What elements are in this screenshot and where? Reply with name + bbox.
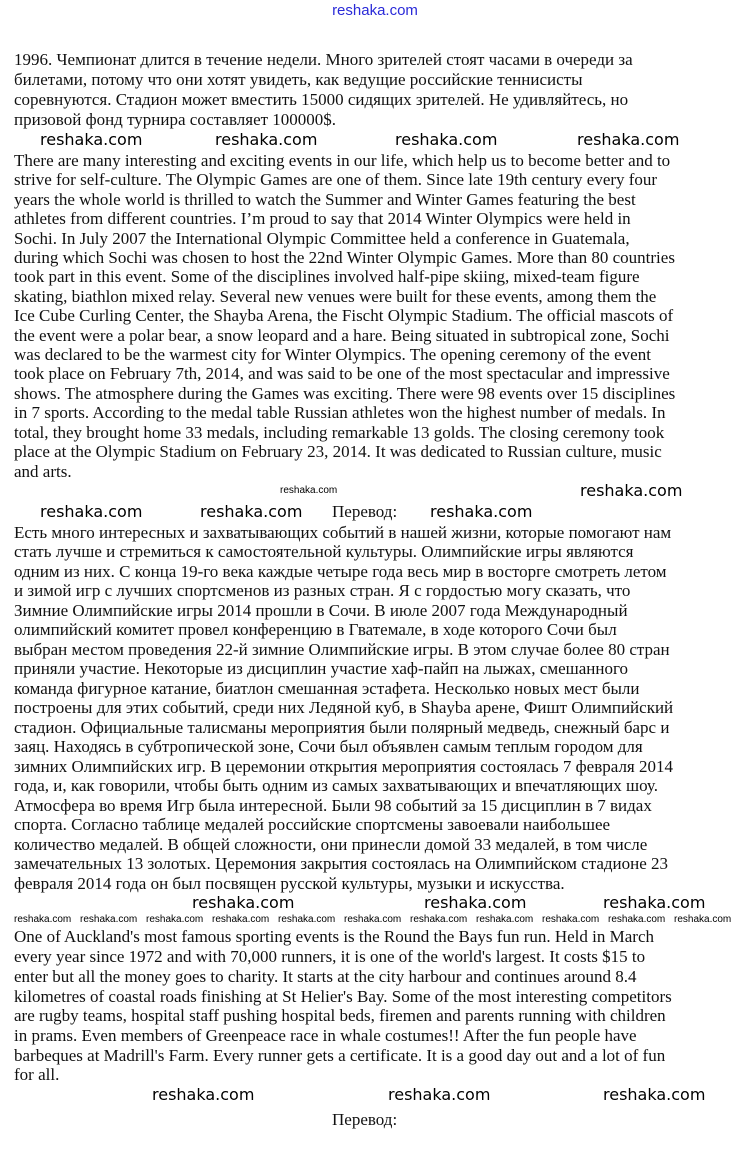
text-line: One of Auckland's most famous sporting events is the Round the Bays fun run. Held in March: [14, 927, 654, 947]
watermark: reshaka.com: [344, 914, 402, 926]
watermark: reshaka.com: [603, 1085, 706, 1105]
text-line: 1996. Чемпионат длится в течение недели. Много зрителей стоят часами в очереди за: [14, 50, 633, 69]
text-line: There are many interesting and exciting events in our life, which help us to become better and to: [14, 151, 671, 170]
text-line: заяц. Находясь в субтропической зоне, Сочи был объявлен самым теплым городом для: [14, 737, 643, 757]
watermark: reshaka.com: [388, 1085, 491, 1105]
text-line: построены для этих событий, среди них Ледяной куб, в Shayba арене, Фишт Олимпийский: [14, 698, 674, 718]
text-line: олимпийский комитет провел конференцию в Гватемале, в ходе которого Сочи был: [14, 620, 617, 640]
text-line: athletes from different countries. I’m proud to say that 2014 Winter Olympics were held in: [14, 209, 631, 229]
text-line: for all.: [14, 1065, 60, 1085]
text-line: соревнуются. Стадион может вместить 15000 сидящих зрителей. Не удивляйтесь, но: [14, 90, 629, 109]
text-line: skating, biathlon mixed relay. Several new venues were built for these events, among them the: [14, 286, 657, 306]
text-line: total, they brought home 33 medals, including remarkable 13 golds. The closing ceremony took: [14, 422, 665, 442]
watermark: reshaka.com: [430, 501, 533, 521]
text-line: enter but all the money goes to charity. It starts at the city harbour and continues around 8.4: [14, 966, 637, 986]
watermark-row: [0, 893, 750, 914]
translation-row: [0, 1110, 750, 1131]
watermark-row: [0, 1085, 750, 1106]
text-line: shows. The atmosphere during the Games was exciting. There were 98 events over 15 disciplines: [14, 383, 676, 403]
watermark: reshaka.com: [280, 484, 338, 496]
paragraph-auckland-english: [14, 927, 750, 1085]
paragraph-russian-intro: [14, 50, 750, 130]
watermark: reshaka.com: [215, 130, 318, 149]
text-line: took part in this event. Some of the disciplines involved half-pipe skiing, mixed-team figure: [14, 267, 640, 287]
text-line: Атмосфера во время Игр была интересной. Были 98 событий за 15 дисциплин в 7 видах: [14, 795, 652, 815]
watermark: reshaka.com: [476, 914, 534, 926]
paragraph-olympics-russian: [14, 523, 750, 894]
watermark: reshaka.com: [542, 914, 600, 926]
text-line: года, и, как говорили, чтобы быть одним из самых захватывающих и впечатляющих шоу.: [14, 776, 658, 796]
text-line: strive for self-culture. The Olympic Games are one of them. Since late 19th century every four: [14, 170, 658, 190]
watermark-row: [0, 481, 750, 502]
text-line: зимних Олимпийских игр. В церемонии открытия мероприятия состоялась 7 февраля 2014: [14, 756, 673, 776]
text-line: in 7 sports. According to the medal table Russian athletes won the highest number of medals. In: [14, 403, 666, 423]
paragraph-olympics-english: [14, 151, 750, 481]
watermark-row: [0, 130, 750, 151]
watermark: reshaka.com: [40, 130, 143, 149]
text-line: одним из них. С конца 19-го века каждые четыре года весь мир в восторге смотреть летом: [14, 561, 667, 581]
text-line: was declared to be the warmest city for Winter Olympics. The opening ceremony of the event: [14, 345, 651, 365]
watermark: reshaka.com: [40, 501, 143, 521]
watermark: reshaka.com: [603, 893, 706, 913]
text-line: выбран местом проведения 22-й зимние Олимпийские игры. В этом случае более 80 стран: [14, 639, 670, 659]
watermark: reshaka.com: [146, 914, 204, 926]
translation-row: [0, 502, 750, 523]
watermark: reshaka.com: [424, 893, 527, 913]
watermark: reshaka.com: [192, 893, 295, 913]
watermark: reshaka.com: [674, 914, 732, 926]
text-line: are rugby teams, hospital staff pushing hospital beds, firemen and parents running with children: [14, 1006, 666, 1026]
text-line: place at the Olympic Stadium on February 23, 2014. It was dedicated to Russian culture, music: [14, 442, 662, 462]
text-line: the event were a polar bear, a snow leopard and a hare. Being situated in subtropical zone, Sochi: [14, 325, 670, 345]
text-line: приняли участие. Некоторые из дисциплин участие хаф-пайп на лыжах, смешанного: [14, 659, 629, 679]
text-line: and arts.: [14, 461, 72, 481]
watermark: reshaka.com: [577, 130, 680, 149]
text-line: Sochi. In July 2007 the International Olympic Committee held a conference in Guatemala,: [14, 228, 630, 248]
text-line: призовой фонд турнира составляет 100000$.: [14, 110, 337, 129]
watermark: reshaka.com: [212, 914, 270, 926]
text-line: in prams. Even members of Greenpeace race in whale costumes!! After the fun people have: [14, 1025, 637, 1045]
text-line: команда фигурное катание, биатлон смешанная эстафета. Несколько новых мест были: [14, 678, 640, 698]
translation-label: Перевод:: [332, 501, 398, 521]
watermark: reshaka.com: [80, 914, 138, 926]
text-line: замечательных 13 золотых. Церемония закрытия состоялась на Олимпийском стадионе 23: [14, 854, 669, 874]
text-line: during which Sochi was chosen to host the 22nd Winter Olympic Games. More than 80 countries: [14, 248, 675, 268]
watermark: reshaka.com: [152, 1085, 255, 1105]
watermark: reshaka.com: [395, 130, 498, 149]
watermark: reshaka.com: [200, 501, 303, 521]
text-line: количество медалей. В общей сложности, они принесли домой 33 медалей, в том числе: [14, 834, 648, 854]
text-line: февраля 2014 года он был посвящен русской культуры, музыки и искусства.: [14, 873, 565, 893]
text-line: билетами, потому что они хотят увидеть, как ведущие российские теннисисты: [14, 70, 583, 89]
watermark: reshaka.com: [410, 914, 468, 926]
header-watermark: reshaka.com: [332, 2, 418, 19]
text-line: стать лучше и стремиться к самостоятельной культуры. Олимпийские игры являются: [14, 542, 634, 562]
watermark: reshaka.com: [14, 914, 72, 926]
text-line: и зимой игр с лучших спортсменов из разных стран. Я с гордостью могу сказать, что: [14, 581, 631, 601]
text-line: took place on February 7th, 2014, and was said to be one of the most spectacular and impressive: [14, 364, 670, 384]
watermark: reshaka.com: [278, 914, 336, 926]
text-line: years the whole world is thrilled to watch the Summer and Winter Games featuring the best: [14, 189, 636, 209]
text-line: barbeques at Madrill's Farm. Every runner gets a certificate. It is a good day out and a lot of fun: [14, 1045, 666, 1065]
watermark: reshaka.com: [580, 480, 683, 500]
watermark-row: [0, 914, 750, 927]
text-line: спорта. Согласно таблице медалей российские спортсмены завоевали наибольшее: [14, 815, 611, 835]
text-line: стадион. Официальные талисманы мероприятия были полярный медведь, снежный барс и: [14, 717, 670, 737]
text-line: Ice Cube Curling Center, the Shayba Arena, the Fischt Olympic Stadium. The official mascots of: [14, 306, 674, 326]
text-line: Есть много интересных и захватывающих событий в нашей жизни, которые помогают нам: [14, 522, 672, 542]
text-line: kilometres of coastal roads finishing at St Helier's Bay. Some of the most interesting competitors: [14, 986, 672, 1006]
text-line: Зимние Олимпийские игры 2014 прошли в Сочи. В июле 2007 года Международный: [14, 600, 628, 620]
translation-label: Перевод:: [332, 1110, 398, 1130]
watermark: reshaka.com: [608, 914, 666, 926]
text-line: every year since 1972 and with 70,000 runners, it is one of the world's largest. It costs $15 to: [14, 947, 646, 967]
